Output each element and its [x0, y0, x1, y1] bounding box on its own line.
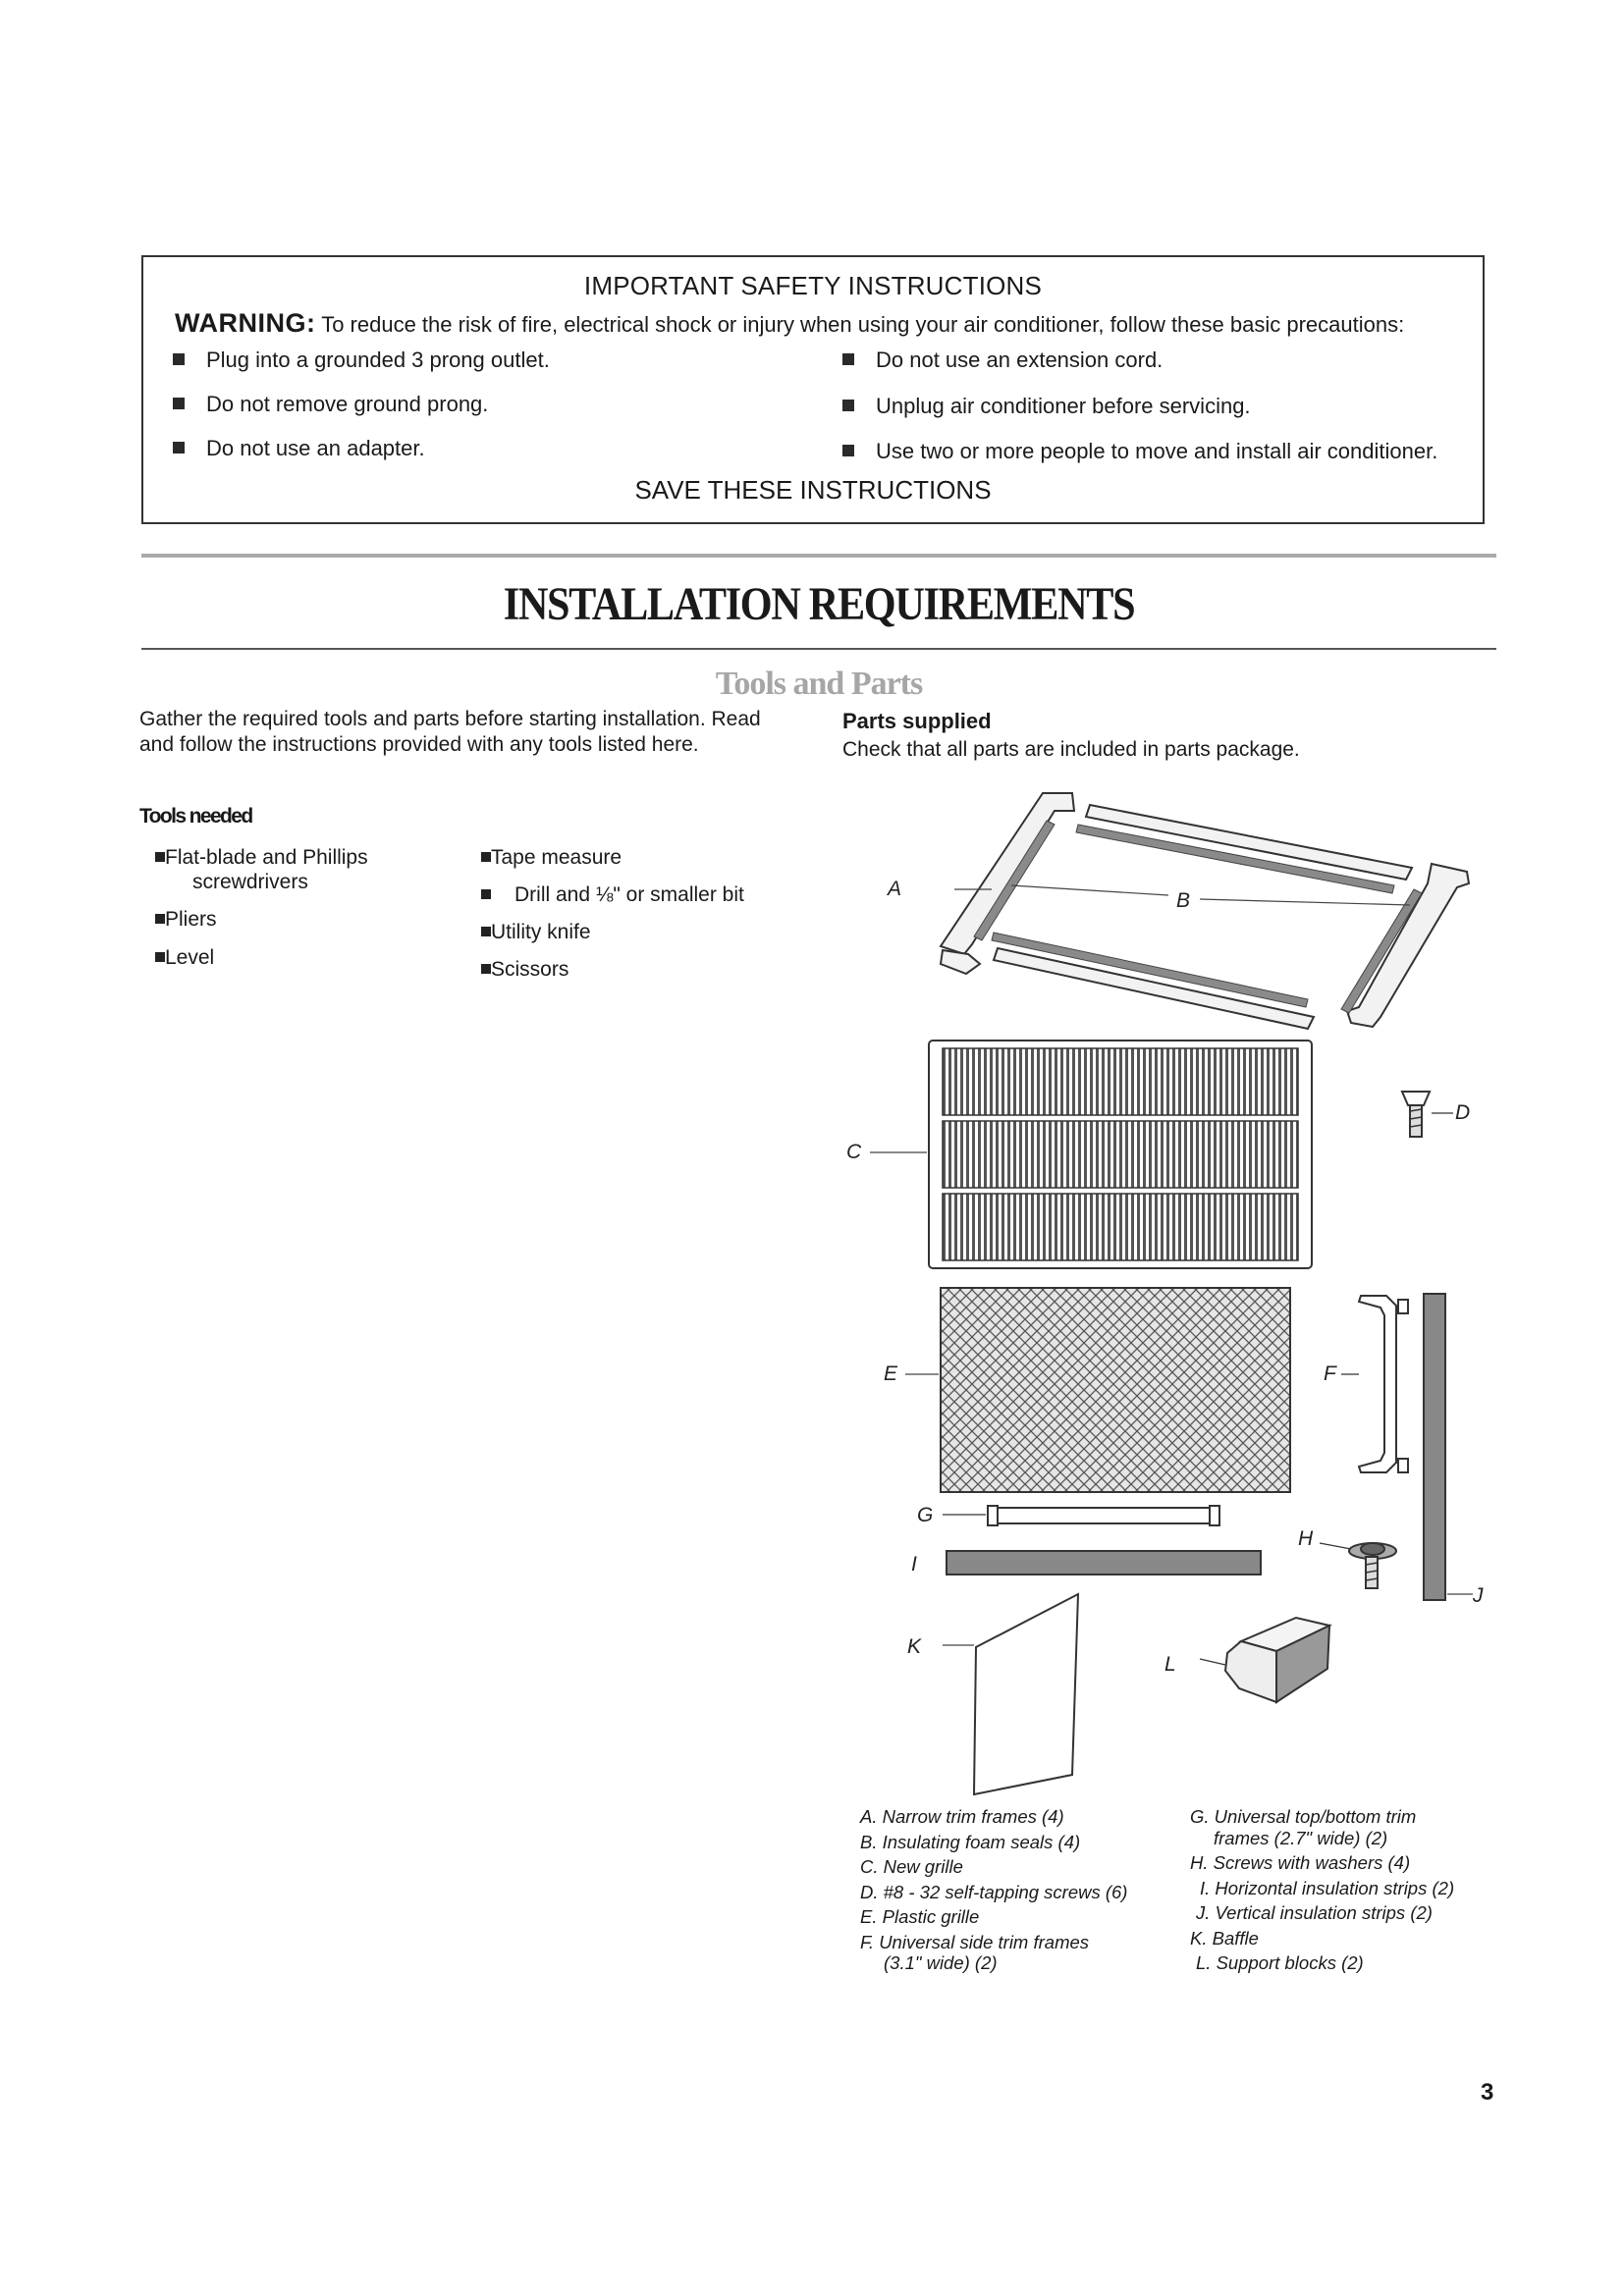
vertical-insulation-strip: [1424, 1294, 1473, 1600]
parts-heading: Parts supplied: [842, 709, 992, 733]
parts-note: Check that all parts are included in parts package.: [842, 738, 1300, 761]
tool-item: Scissors: [481, 957, 568, 982]
legend-item: F. Universal side trim frames: [860, 1931, 1090, 1952]
safety-bullet: Plug into a grounded 3 prong outlet.: [173, 347, 550, 373]
screw-with-washer: [1320, 1543, 1396, 1588]
part-label-b: B: [1176, 889, 1191, 912]
part-label-k: K: [907, 1635, 922, 1658]
warning-text: To reduce the risk of fire, electrical shock or injury when using your air conditioner, follow these basic precautions:: [321, 312, 1405, 337]
insulating-foam-seal: [974, 821, 1422, 1013]
page-number: 3: [1481, 2079, 1494, 2106]
legend-item: H. Screws with washers (4): [1190, 1852, 1411, 1873]
legend-item: C. New grille: [860, 1856, 963, 1877]
part-label-f: F: [1324, 1362, 1336, 1385]
tool-item: Utility knife: [481, 920, 591, 944]
tool-item: Drill and ⅛" or smaller bit: [481, 882, 744, 907]
tool-item: Flat-blade and Phillips: [155, 845, 368, 870]
baffle: [943, 1594, 1078, 1794]
legend-item: D. #8 - 32 self-tapping screws (6): [860, 1881, 1128, 1902]
section-heading: Tools and Parts: [715, 666, 923, 702]
page-title: INSTALLATION REQUIREMENTS: [503, 578, 1135, 630]
universal-side-trim-frame: [1341, 1296, 1408, 1472]
warning-keyword: WARNING:: [175, 308, 316, 338]
parts-legend-right: [1190, 1804, 1454, 1976]
safety-title: IMPORTANT SAFETY INSTRUCTIONS: [583, 271, 1043, 300]
safety-bullet: Do not use an extension cord.: [842, 347, 1163, 373]
legend-item: G. Universal top/bottom trim: [1190, 1806, 1417, 1827]
legend-item-continuation: frames (2.7" wide) (2): [1214, 1827, 1388, 1848]
top-bottom-trim-frame: [943, 1506, 1219, 1525]
safety-bullet: Do not use an adapter.: [173, 436, 425, 461]
part-label-h: H: [1298, 1527, 1314, 1550]
intro-paragraph: Gather the required tools and parts before starting installation. Read and follow the instructions provided with any tools listed here.: [139, 708, 761, 756]
part-label-e: E: [884, 1362, 898, 1385]
horizontal-insulation-strip: [947, 1551, 1261, 1575]
tool-item-continuation: screwdrivers: [192, 871, 308, 893]
part-label-g: G: [917, 1504, 934, 1526]
part-label-d: D: [1455, 1101, 1471, 1124]
safety-bullet: Do not remove ground prong.: [173, 392, 488, 417]
plastic-grille: [905, 1288, 1290, 1492]
legend-item: E. Plastic grille: [860, 1906, 980, 1927]
new-grille: [870, 1041, 1312, 1268]
tool-item: Pliers: [155, 907, 217, 932]
self-tapping-screw: [1402, 1092, 1453, 1137]
part-label-i: I: [911, 1553, 917, 1575]
trim-frames-and-seals: [941, 793, 1469, 1029]
safety-bullet: Use two or more people to move and install air conditioner.: [842, 439, 1437, 464]
narrow-trim-frame: [941, 793, 1469, 1029]
part-label-a: A: [888, 878, 902, 900]
legend-item: A. Narrow trim frames (4): [860, 1806, 1064, 1827]
part-label-j: J: [1473, 1584, 1484, 1607]
safety-bullet: Unplug air conditioner before servicing.: [842, 394, 1251, 419]
legend-item: L. Support blocks (2): [1196, 1952, 1364, 1973]
legend-item: K. Baffle: [1190, 1927, 1259, 1949]
part-label-l: L: [1164, 1653, 1176, 1676]
support-block: [1200, 1618, 1329, 1702]
legend-item-continuation: (3.1" wide) (2): [884, 1952, 998, 1973]
tools-heading: Tools needed: [139, 805, 252, 828]
tool-item: Level: [155, 945, 214, 970]
part-label-c: C: [846, 1141, 862, 1163]
save-instructions: SAVE THESE INSTRUCTIONS: [634, 475, 992, 505]
legend-item: I. Horizontal insulation strips (2): [1200, 1877, 1455, 1898]
tool-item: Tape measure: [481, 845, 622, 870]
legend-item: J. Vertical insulation strips (2): [1196, 1902, 1433, 1923]
parts-legend-left: [860, 1804, 1127, 1976]
legend-item: B. Insulating foam seals (4): [860, 1831, 1081, 1852]
